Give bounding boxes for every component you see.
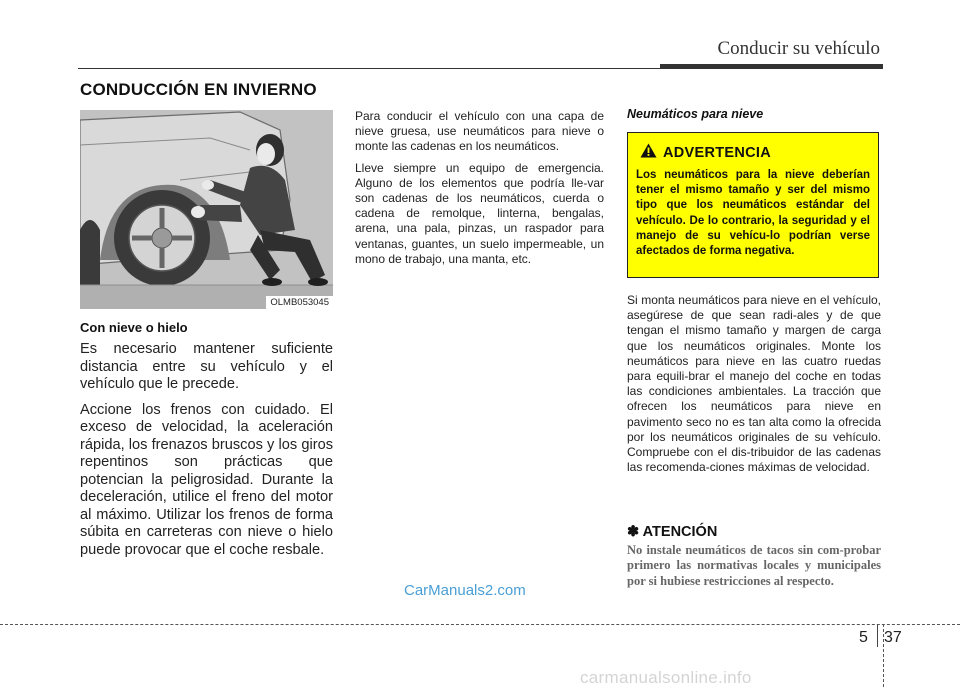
attention-text: No instale neumáticos de tacos sin com-probar primero las normativas locales y municipales por si hubiese restricciones al respecto. (627, 543, 881, 588)
warning-header (640, 143, 870, 163)
section-title: CONDUCCIÓN EN INVIERNO (80, 80, 317, 99)
paragraph: Accione los frenos con cuidado. El exceso de velocidad, la aceleración rápida, los frenazos bruscos y los giros repentinos son prácticas que potencian la peligrosidad. Durante la deceleración, utilice el freno del motor al máximo. Utilizar los frenos de forma súbita en carreteras con nieve o hielo puede provocar que el coche resbale. (80, 401, 333, 558)
running-header: Conducir su vehículo (717, 38, 880, 59)
warning-title: ADVERTENCIA (663, 145, 772, 161)
column-2 (355, 109, 604, 273)
winter-tire-illustration (80, 110, 333, 309)
paragraph: Si monta neumáticos para nieve en el vehículo, asegúrese de que sean radi-ales y de que tengan el mismo tamaño y margen de carga que los neumáticos originales. Monte los neumáticos para nieve en las cuatro ruedas para equili-brar el manejo del coche en todas las condiciones ambientales. La tracción que ofrecen los neumáticos para nieve en pavimento seco no es tan alta como la ofrecida por los neumáticos originales de su vehículo. Compruebe con el dis-tribuidor de las cadenas las recomenda-ciones máximas de velocidad. (627, 293, 881, 475)
paragraph: Lleve siempre un equipo de emergencia. Alguno de los elementos que podría lle-var son cadenas de los neumáticos, cuerda o cadena de remolque, linterna, bengalas, arena, una pala, pinzas, un raspador para ventanas, guantes, un suelo impermeable, un mono de trabajo, una manta, etc. (355, 160, 604, 266)
subhead-snow-tires (627, 107, 881, 121)
page-number: 37 (884, 629, 902, 646)
page-number-divider (877, 625, 878, 647)
site-watermark: carmanualsonline.info (580, 668, 752, 687)
watermark-link[interactable]: CarManuals2.com (404, 582, 526, 599)
person-checking-tire-image (80, 110, 333, 309)
footer-rule (0, 624, 960, 625)
column-3-body (627, 293, 881, 481)
subhead-snow-ice: Con nieve o hielo (80, 320, 188, 335)
warning-box (627, 132, 879, 278)
warning-text: Los neumáticos para la nieve deberían tener el mismo tamaño y ser del mismo tipo que los neumáticos estándar del vehículo. De lo contrario, la seguridad y el manejo de su vehícu-lo podrían verse afectados de forma negativa. (636, 169, 870, 258)
attention-title: ✽ ATENCIÓN (627, 524, 718, 540)
chapter-number: 5 (859, 629, 868, 646)
figure-code: OLMB053045 (266, 296, 333, 309)
column-1 (80, 320, 333, 567)
subhead-snow-tires-text: Neumáticos para nieve (627, 107, 764, 121)
paragraph: Para conducir el vehículo con una capa de nieve gruesa, use neumáticos para nieve o monte las cadenas en los neumáticos. (355, 109, 604, 154)
paragraph: Es necesario mantener suficiente distancia entre su vehículo y el vehículo que le precede. (80, 341, 333, 392)
warning-triangle-icon (640, 143, 657, 163)
header-rule-accent (660, 64, 883, 69)
